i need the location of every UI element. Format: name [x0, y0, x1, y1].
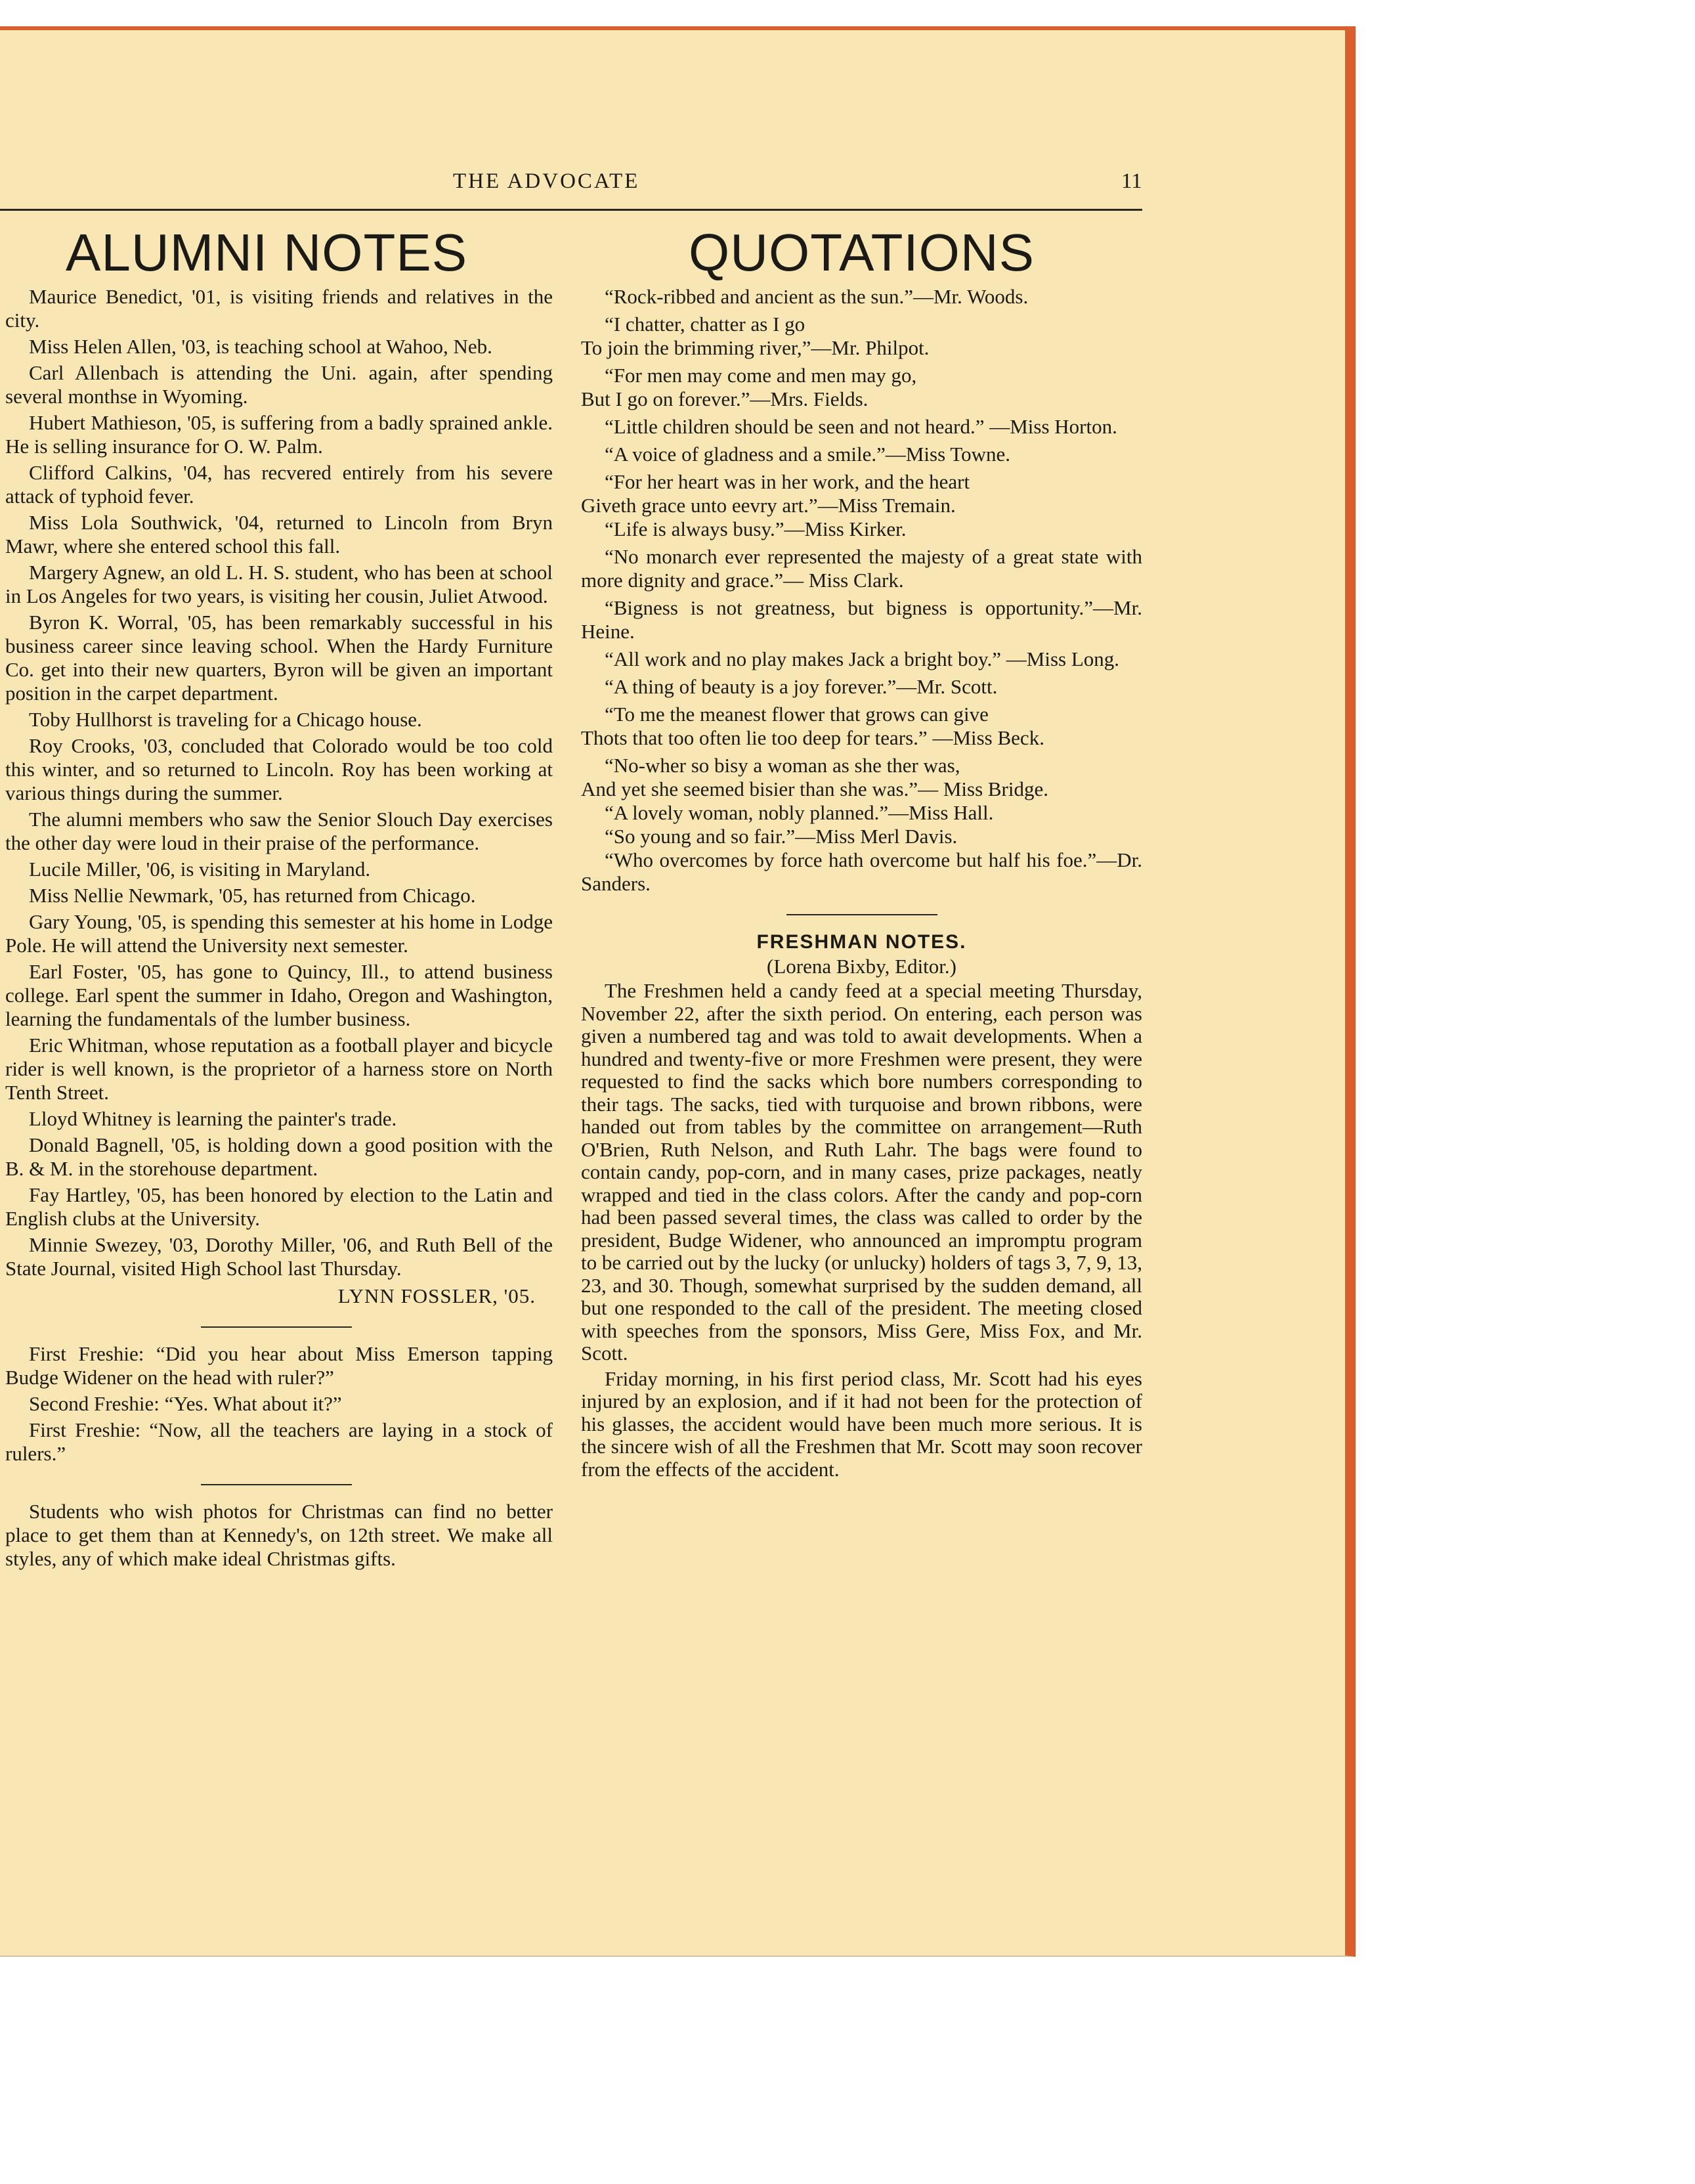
alumni-item: Minnie Swezey, '03, Dorothy Miller, '06, and Ruth Bell of the State Journal, visited High School last Thursday.: [5, 1233, 553, 1280]
alumni-notes-heading: ALUMNI NOTES: [66, 223, 468, 282]
alumni-item: Miss Nellie Newmark, '05, has returned from Chicago.: [29, 884, 476, 907]
left-column: [0, 223, 553, 1571]
quotation: “A thing of beauty is a joy forever.”—Mr. Scott.: [605, 675, 998, 698]
quotation: “So young and so fair.”—Miss Merl Davis.: [605, 825, 958, 848]
header-rule: [0, 209, 1142, 211]
alumni-item: Lloyd Whitney is learning the painter's trade.: [29, 1107, 397, 1130]
quotation: “Rock-ribbed and ancient as the sun.”—Mr. Woods.: [605, 285, 1029, 308]
freshman-notes-heading: FRESHMAN NOTES.: [756, 931, 967, 953]
alumni-item: Byron K. Worral, '05, has been remarkably successful in his business career since leaving school. When the Hardy Furniture Co. get into their new quarters, Byron will be given an important position in the carpet department.: [5, 611, 553, 705]
quotation-continued: To join the brimming river,”—Mr. Philpot.: [581, 336, 930, 359]
alumni-item: Gary Young, '05, is spending this semester at his home in Lodge Pole. He will attend the University next semester.: [5, 910, 553, 957]
alumni-item: Maurice Benedict, '01, is visiting friends and relatives in the city.: [5, 285, 553, 332]
quotation: “No monarch ever represented the majesty of a great state with more dignity and grace.”— Miss Clark.: [581, 545, 1142, 592]
photo-advertisement: Students who wish photos for Christmas can find no better place to get them than at Kennedy's, on 12th street. We make all styles, any of which make ideal Christmas gifts.: [5, 1500, 553, 1570]
alumni-item: Carl Allenbach is attending the Uni. again, after spending several monthse in Wyoming.: [5, 361, 553, 408]
section-divider: [201, 1326, 352, 1328]
alumni-item: Fay Hartley, '05, has been honored by election to the Latin and English clubs at the University.: [5, 1183, 553, 1230]
running-header: [0, 169, 1142, 196]
freshman-paragraph: The Freshmen held a candy feed at a special meeting Thursday, November 22, after the sixth period. On entering, each person was given a numbered tag and was told to await developments. When a hundred and twenty-five or more Freshmen were present, they were requested to find the sacks which bore numbers corresponding to their tags. The sacks, tied with turquoise and brown ribbons, were handed out from tables by the committee on arrangement—Ruth O'Brien, Ruth Nelson, and Ruth Lahr. The bags were found to contain candy, pop-corn, and in many cases, prize packages, neatly wrapped and tied in the class colors. After the candy and pop-corn had been passed several times, the class was called to order by the president, Budge Widener, who announced an impromptu program to be carried out by the lucky (or unlucky) holders of tags 3, 7, 9, 13, 23, and 30. Though, somewhat surprised by the sudden demand, all but one responded to the call of the president. The meeting closed with speeches from the sponsors, Miss Gere, Miss Fox, and Mr. Scott.: [581, 979, 1142, 1365]
quotation: “No-wher so bisy a woman as she ther was,: [605, 754, 960, 777]
alumni-item: Clifford Calkins, '04, has recvered entirely from his severe attack of typhoid fever.: [5, 461, 553, 508]
alumni-item: Margery Agnew, an old L. H. S. student, who has been at school in Los Angeles for two years, is visiting her cousin, Juliet Atwood.: [5, 561, 553, 607]
alumni-item: Lucile Miller, '06, is visiting in Maryland.: [29, 858, 371, 881]
quotations-heading: QUOTATIONS: [688, 223, 1035, 282]
alumni-item: Miss Lola Southwick, '04, returned to Lincoln from Bryn Mawr, where she entered school this fall.: [5, 511, 553, 557]
quotation: “To me the meanest flower that grows can give: [605, 703, 989, 726]
alumni-item: Donald Bagnell, '05, is holding down a good position with the B. & M. in the storehouse department.: [5, 1133, 553, 1180]
freshman-notes: [581, 930, 1142, 1481]
quotation: “A voice of gladness and a smile.”—Miss Towne.: [605, 443, 1011, 466]
right-column: [581, 223, 1142, 1481]
quotation-continued: Giveth grace unto eevry art.”—Miss Tremain.: [581, 494, 956, 517]
page-top-edge: [0, 26, 1356, 30]
alumni-item: Roy Crooks, '03, concluded that Colorado would be too cold this winter, and so returned to Lincoln. Roy has been working at various things during the summer.: [5, 734, 553, 804]
freshman-editor: (Lorena Bixby, Editor.): [767, 955, 956, 978]
quotation-continued: But I go on forever.”—Mrs. Fields.: [581, 387, 869, 410]
alumni-item: The alumni members who saw the Senior Slouch Day exercises the other day were loud in their praise of the performance.: [5, 808, 553, 854]
publication-title: THE ADVOCATE: [453, 169, 640, 193]
alumni-item: Miss Helen Allen, '03, is teaching school at Wahoo, Neb.: [29, 335, 492, 358]
joke-line: First Freshie: “Did you hear about Miss Emerson tapping Budge Widener on the head with ruler?”: [5, 1342, 553, 1389]
alumni-item: Eric Whitman, whose reputation as a football player and bicycle rider is well known, is the proprietor of a harness store on North Tenth Street.: [5, 1034, 553, 1104]
quotation: “Life is always busy.”—Miss Kirker.: [605, 517, 907, 540]
section-divider: [786, 914, 937, 915]
alumni-item: Toby Hullhorst is traveling for a Chicago house.: [29, 708, 422, 731]
quotations-list: [581, 285, 1142, 896]
quotation: “Who overcomes by force hath overcome but half his foe.”—Dr. Sanders.: [581, 848, 1142, 895]
section-divider: [201, 1484, 352, 1485]
quotation: “I chatter, chatter as I go: [605, 313, 805, 336]
quotation: “Little children should be seen and not heard.” —Miss Horton.: [605, 415, 1117, 438]
quotation-continued: Thots that too often lie too deep for tears.” —Miss Beck.: [581, 726, 1044, 749]
alumni-signature: LYNN FOSSLER, '05.: [337, 1284, 536, 1307]
quotation-continued: And yet she seemed bisier than she was.”— Miss Bridge.: [581, 777, 1049, 800]
alumni-item: Earl Foster, '05, has gone to Quincy, Ill., to attend business college. Earl spent the summer in Idaho, Oregon and Washington, learning the fundamentals of the lumber business.: [5, 960, 553, 1030]
freshman-paragraph: Friday morning, in his first period class, Mr. Scott had his eyes injured by an explosion, and if it had not been for the protection of his glasses, the accident would have been much more serious. It is the sincere wish of all the Freshmen that Mr. Scott may soon recover from the effects of the accident.: [581, 1366, 1142, 1481]
quotation: “For her heart was in her work, and the heart: [605, 470, 970, 493]
page-number: 11: [1121, 169, 1142, 193]
alumni-item: Hubert Mathieson, '05, is suffering from a badly sprained ankle. He is selling insurance for O. W. Palm.: [5, 411, 553, 458]
joke-line: First Freshie: “Now, all the teachers are laying in a stock of rulers.”: [5, 1418, 553, 1465]
quotation: “For men may come and men may go,: [605, 364, 917, 387]
joke-line: Second Freshie: “Yes. What about it?”: [29, 1392, 342, 1415]
quotation: “Bigness is not greatness, but bigness is opportunity.”—Mr. Heine.: [581, 596, 1142, 643]
quotation: “All work and no play makes Jack a bright boy.” —Miss Long.: [605, 647, 1120, 670]
quotation: “A lovely woman, nobly planned.”—Miss Hall.: [605, 801, 994, 824]
